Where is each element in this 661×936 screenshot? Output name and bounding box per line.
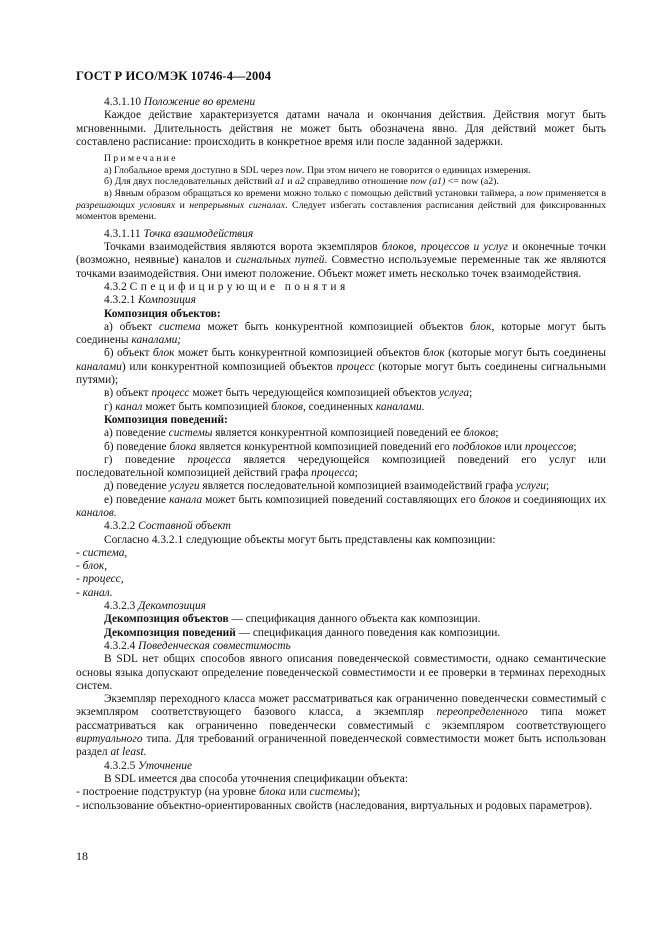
document-header: ГОСТ Р ИСО/МЭК 10746-4—2004 [76, 69, 272, 83]
paragraph: Точками взаимодействия являются ворота экземпляров блоков, процессов и услуг и оконечные точки (возможно, неявные) каналов и сигнальных путей. Совместно используемые переменные так же являются точками взаимодействия. Они имеют положение. Объект может иметь несколько точек взаимодействия. [76, 241, 606, 280]
page-number: 18 [76, 849, 88, 863]
paragraph: г) поведение процесса является чередующейся композицией поведений его услуг или последовательной композицией действий графа процесса; [76, 453, 606, 480]
paragraph: Экземпляр переходного класса может рассматриваться как ограниченно поведенчески совместимый с экземпляром соответствующего базового класса, а экземпляр переопределенного типа может рассматриваться как ограниченно поведенчески совместимый с экземпляром соответствующего виртуального типа. Для требований ограниченной поведенческой совместимости может быть использован раздел at least. [76, 693, 606, 759]
paragraph: Каждое действие характеризуется датами начала и окончания действия. Действия могут быть мгновенными. Длительность действия не может быть обозначена явно. Для действий может быть составлено расписание: происходить в конкретное время или после заданной задержки. [76, 109, 606, 148]
note-item: а) Глобальное время доступно в SDL через now. При этом ничего не говорится о единицах измерения. [104, 164, 531, 176]
paragraph: 4.3.2.5 Уточнение [104, 759, 193, 772]
paragraph: б) объект блок может быть конкурентной композицией объектов блок (которые могут быть соединены каналами) или конкурентной композицией объектов процесс (которые могут быть соединены сигнальными путями); [76, 347, 606, 387]
paragraph: Декомпозиция объектов — спецификация данного объекта как композиции. [104, 613, 481, 626]
paragraph: в) объект процесс может быть чередующейся композицией объектов услуга; [104, 387, 473, 400]
paragraph: 4.3.2 Специфицирующие понятия [104, 280, 349, 293]
paragraph: д) поведение услуги является последовательной композицией взаимодействий графа услуги; [104, 480, 550, 493]
paragraph: Композиция поведений: [104, 413, 228, 426]
paragraph: - канал. [76, 586, 113, 599]
paragraph: а) поведение системы является конкурентной композицией поведений ее блоков; [104, 427, 499, 440]
paragraph: 4.3.1.10 Положение во времени [104, 96, 256, 108]
paragraph: Композиция объектов: [104, 307, 221, 320]
paragraph: Согласно 4.3.2.1 следующие объекты могут быть представлены как композиции: [104, 533, 496, 546]
paragraph: 4.3.2.3 Декомпозиция [104, 600, 206, 613]
paragraph: - система, [76, 546, 128, 559]
paragraph: В SDL имеется два способа уточнения спецификации объекта: [104, 772, 408, 785]
paragraph: 4.3.2.4 Поведенческая совместимость [104, 639, 291, 652]
paragraph: - блок, [76, 560, 108, 573]
paragraph: Декомпозиция поведений — спецификация данного поведения как композиции. [104, 626, 501, 639]
paragraph: - построение подструктур (на уровне блока или системы); [76, 786, 361, 799]
paragraph: а) объект система может быть конкурентной композицией объектов блок, которые могут быть соединены каналами; [76, 320, 606, 347]
paragraph: 4.3.2.2 Составной объект [104, 520, 231, 533]
note-item: в) Явным образом обращаться ко времени можно только с помощью действий установки таймера, а now применяется в разрешающих условиях и непрерывных сигналах. Следует избегать составления расписания действий для фиксированных моментов времени. [76, 187, 606, 223]
document-body [76, 96, 606, 813]
paragraph: г) канал может быть композицией блоков, соединенных каналами. [104, 400, 425, 413]
paragraph: - использование объектно-ориентированных свойств (наследования, виртуальных и родовых параметров). [76, 799, 593, 812]
paragraph: 4.3.2.1 Композиция [104, 294, 196, 307]
paragraph: В SDL нет общих способов явного описания поведенческой совместимости, однако семантические основы языка допускают определение поведенческой совместимости и ее проверки в терминах переходных систем. [76, 653, 606, 692]
paragraph: 4.3.1.11 Точка взаимодействия [104, 227, 254, 240]
paragraph: е) поведение канала может быть композицией поведений составляющих его блоков и соединяющих их каналов. [76, 493, 606, 519]
paragraph: - процесс, [76, 573, 124, 586]
note-title: Примечание [104, 153, 178, 165]
paragraph: б) поведение блока является конкурентной композицией поведений его подблоков или процессов; [104, 440, 577, 453]
note-item: б) Для двух последовательных действий a1 и a2 справедливо отношение now (a1) <= now (a2). [104, 176, 499, 188]
